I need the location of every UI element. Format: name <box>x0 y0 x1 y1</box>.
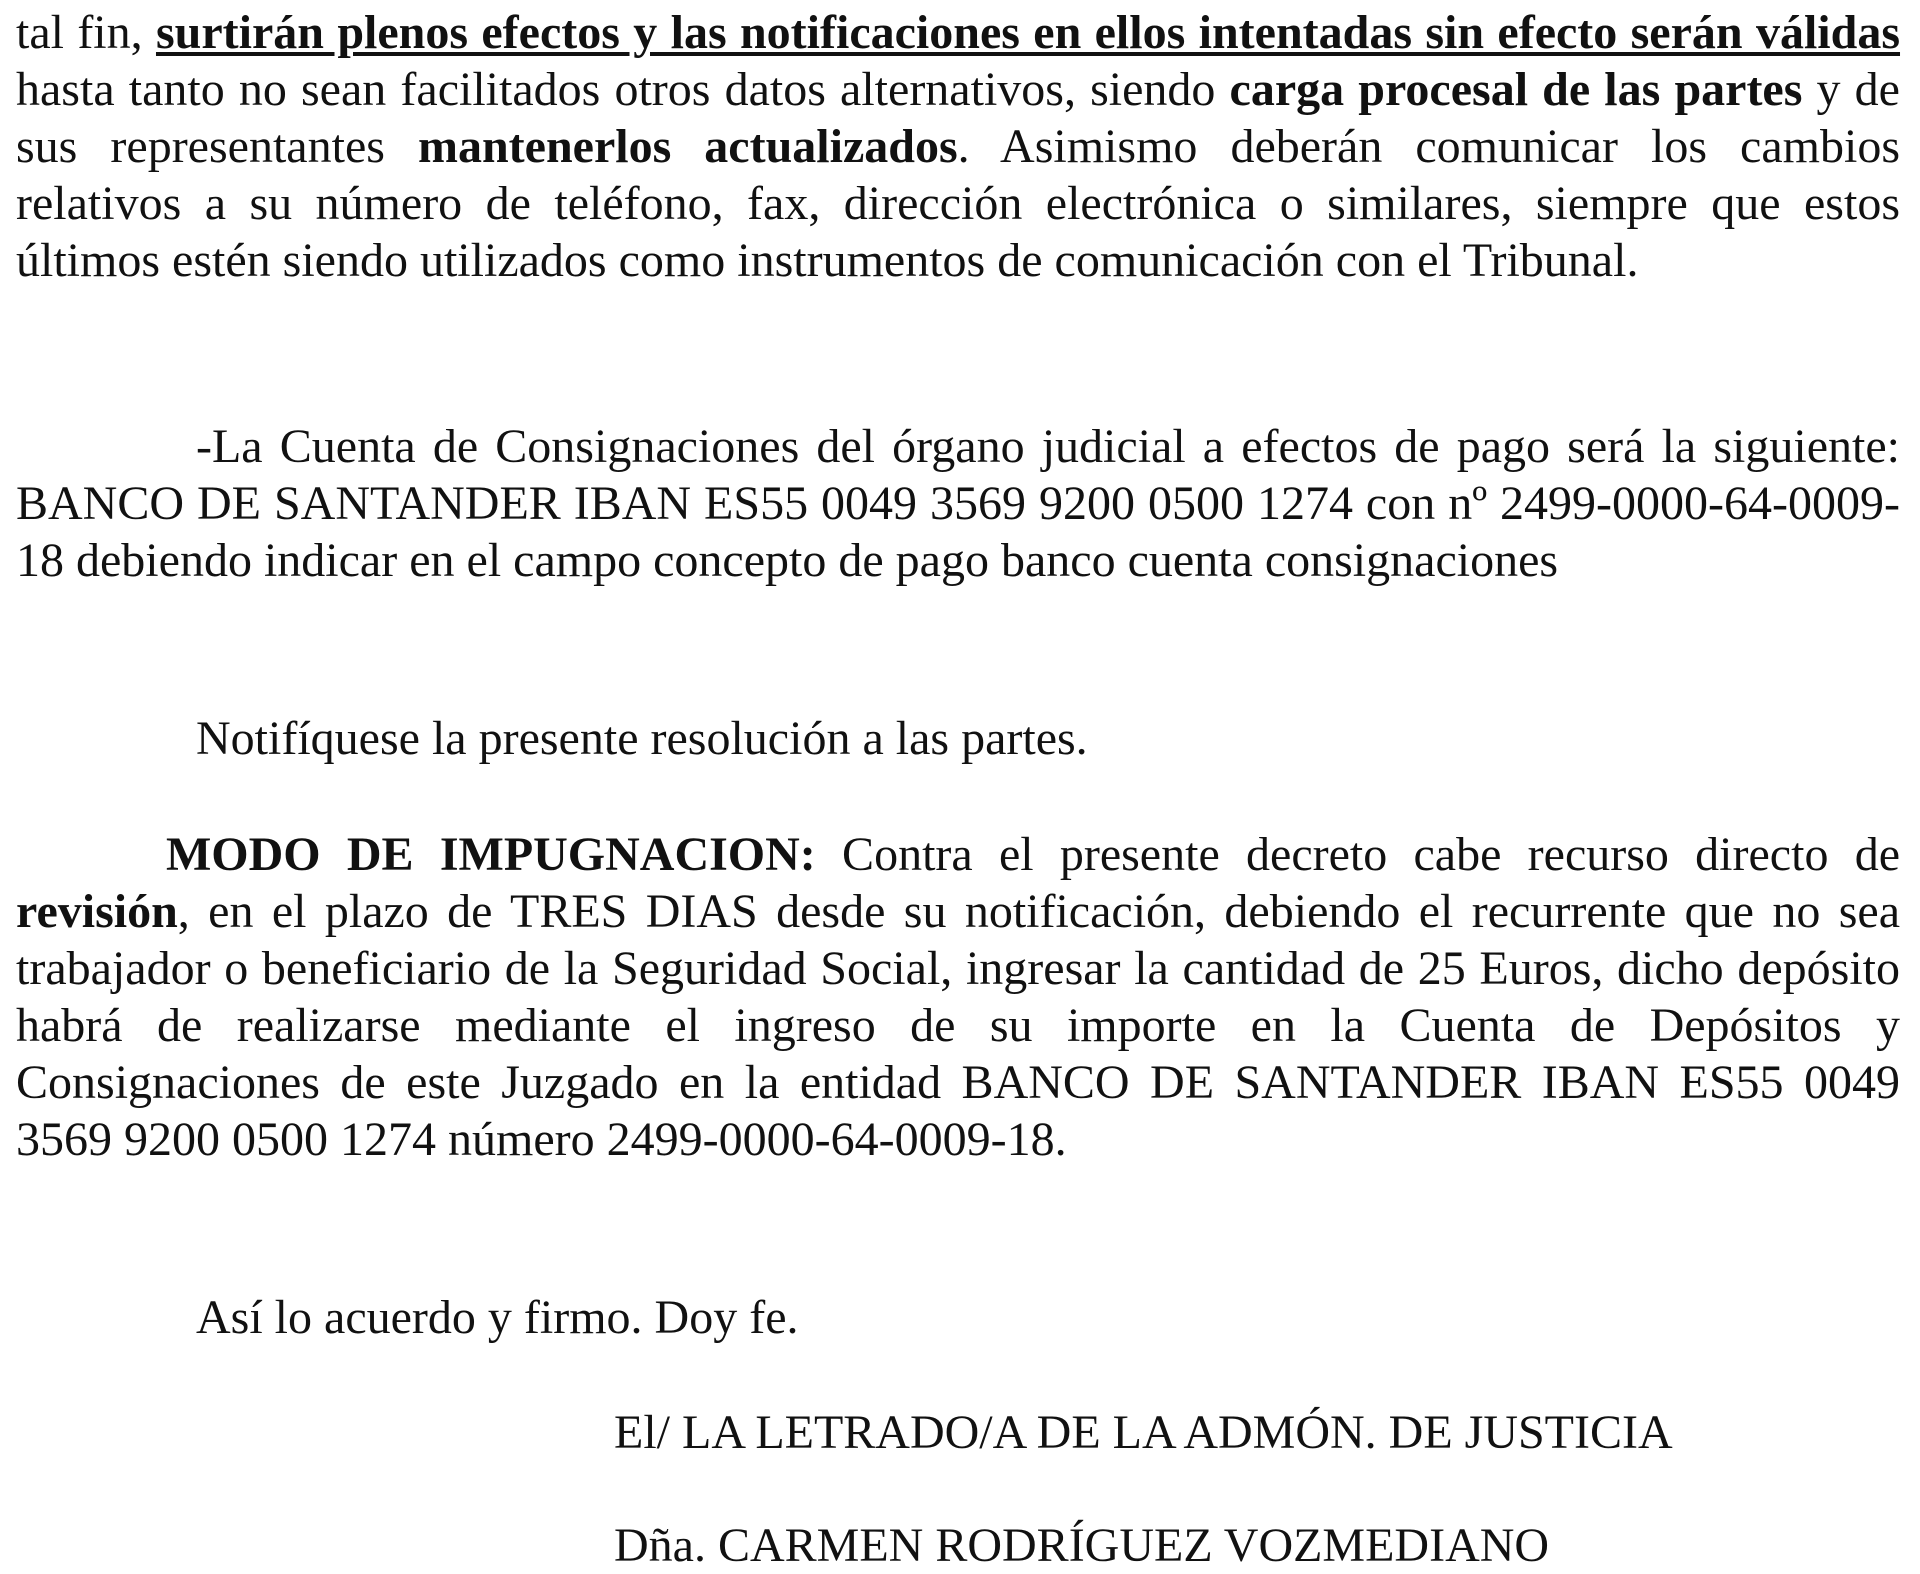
para1-text-4: . Asimismo deberán comunicar los cambios relativos a su número de teléfono, fax, dirección electrónica o similares, siempre que estos últimos estén siendo utilizados como instrumentos de comunicación con el Tribunal. <box>16 120 1900 287</box>
para1-bold-3: mantenerlos actualizados <box>417 120 958 173</box>
signatory-title: El/ LA LETRADO/A DE LA ADMÓN. DE JUSTICIA <box>614 1406 1673 1459</box>
para1-text-1: tal fin, <box>16 6 156 59</box>
para1-bold-underlined: surtirán plenos efectos y las notificaciones en ellos intentadas sin efecto serán válidas <box>155 6 1901 59</box>
consignment-account-paragraph <box>16 418 1900 589</box>
para1-text-2: hasta tanto no sean facilitados otros datos alternativos, siendo <box>16 63 1230 116</box>
appeal-method-paragraph <box>16 826 1900 1168</box>
para1-bold-2: carga procesal de las partes <box>1229 63 1803 116</box>
signatory-name: Dña. CARMEN RODRÍGUEZ VOZMEDIANO <box>614 1519 1550 1572</box>
para4-text-1: Contra el presente decreto cabe recurso directo de <box>815 828 1901 881</box>
para4-bold-2: revisión <box>16 885 178 938</box>
notification-validity-paragraph <box>16 4 1900 289</box>
closing-statement: Así lo acuerdo y firmo. Doy fe. <box>196 1291 799 1344</box>
para1-text-3: y de sus representantes <box>16 63 1900 173</box>
para3-text: Notifíquese la presente resolución a las partes. <box>196 712 1088 765</box>
para4-heading: MODO DE IMPUGNACION: <box>166 828 816 881</box>
para2-text: -La Cuenta de Consignaciones del órgano judicial a efectos de pago será la siguiente: BANCO DE SANTANDER IBAN ES55 0049 3569 9200 0500 1274 con nº 2499-0000-64-0009-18 debiendo indicar en el campo concepto de pago banco cuenta consignaciones <box>16 420 1900 587</box>
notify-parties-paragraph <box>16 710 1900 767</box>
para4-text-2: , en el plazo de TRES DIAS desde su notificación, debiendo el recurrente que no sea trabajador o beneficiario de la Seguridad Social, ingresar la cantidad de 25 Euros, dicho depósito habrá de realizarse mediante el ingreso de su importe en la Cuenta de Depósitos y Consignaciones de este Juzgado en la entidad BANCO DE SANTANDER IBAN ES55 0049 3569 9200 0500 1274 número 2499-0000-64-0009-18. <box>16 885 1900 1166</box>
